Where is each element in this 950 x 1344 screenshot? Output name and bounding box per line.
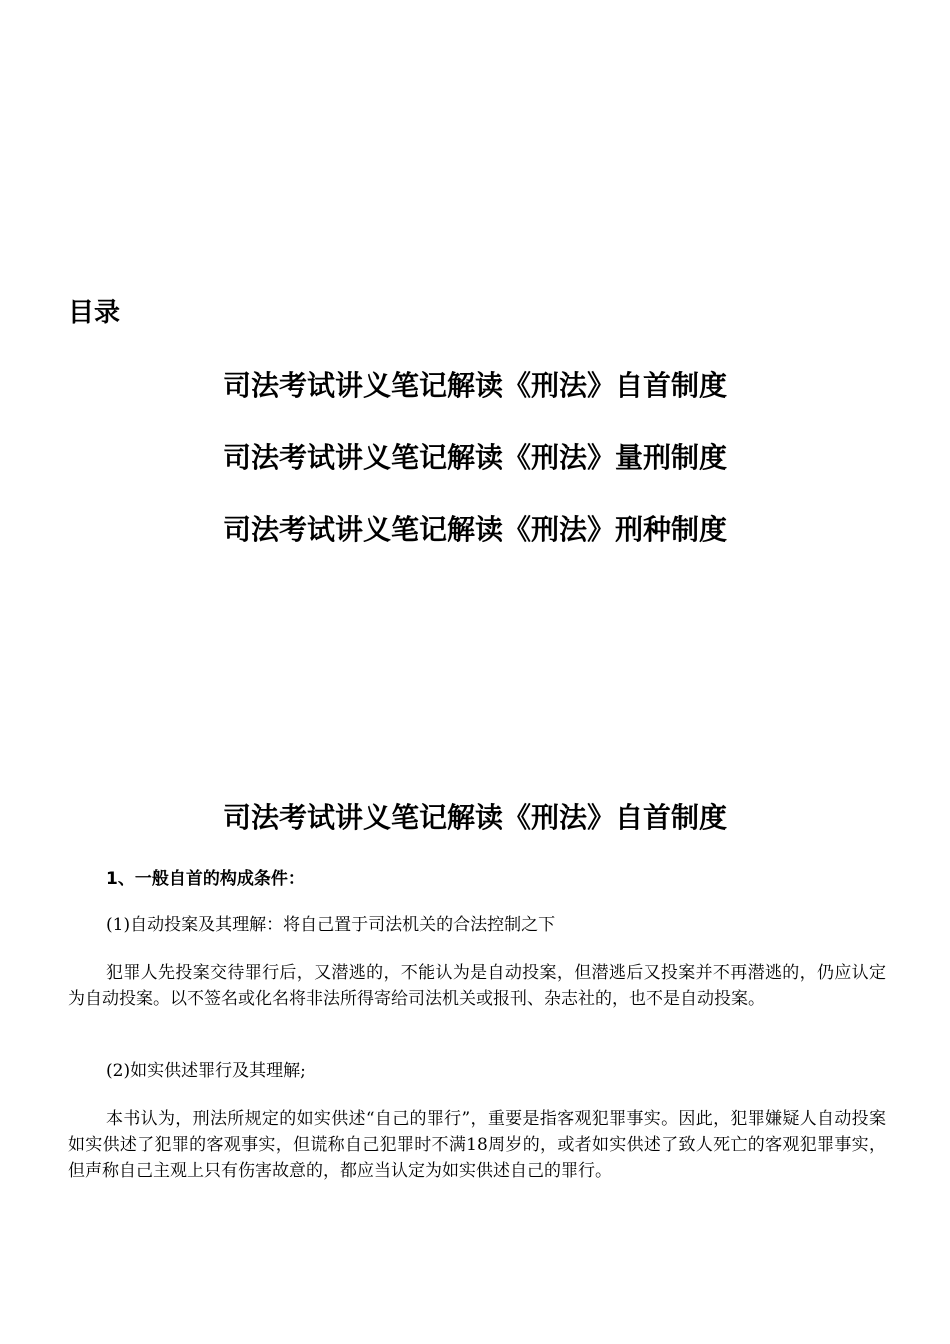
paragraph: (1)自动投案及其理解：将自己置于司法机关的合法控制之下 bbox=[106, 915, 556, 935]
paragraph: 犯罪人先投案交待罪行后，又潜逃的，不能认为是自动投案，但潜逃后又投案并不再潜逃的，仍应认定为自动投案。以不签名或化名将非法所得寄给司法机关或报刊、杂志社的，也不是自动投案。 bbox=[68, 963, 886, 1009]
subheading-conditions: 1、一般自首的构成条件： bbox=[106, 869, 305, 889]
paragraph: (2)如实供述罪行及其理解; bbox=[106, 1061, 306, 1081]
toc-item[interactable]: 司法考试讲义笔记解读《刑法》量刑制度 bbox=[222, 441, 727, 474]
toc-item[interactable]: 司法考试讲义笔记解读《刑法》刑种制度 bbox=[222, 513, 727, 546]
toc-list bbox=[0, 368, 950, 584]
paragraph: 本书认为，刑法所规定的如实供述“自己的罪行”，重要是指客观犯罪事实。因此，犯罪嫌疑人自动投案如实供述了犯罪的客观事实，但谎称自己犯罪时不满18周岁的，或者如实供述了致人死亡的客观犯罪事实，但声称自己主观上只有伤害故意的，都应当认定为如实供述自己的罪行。 bbox=[68, 1109, 886, 1181]
section-title: 司法考试讲义笔记解读《刑法》自首制度 bbox=[222, 801, 727, 834]
toc-item[interactable]: 司法考试讲义笔记解读《刑法》自首制度 bbox=[222, 369, 727, 402]
toc-heading: 目录 bbox=[68, 298, 121, 328]
